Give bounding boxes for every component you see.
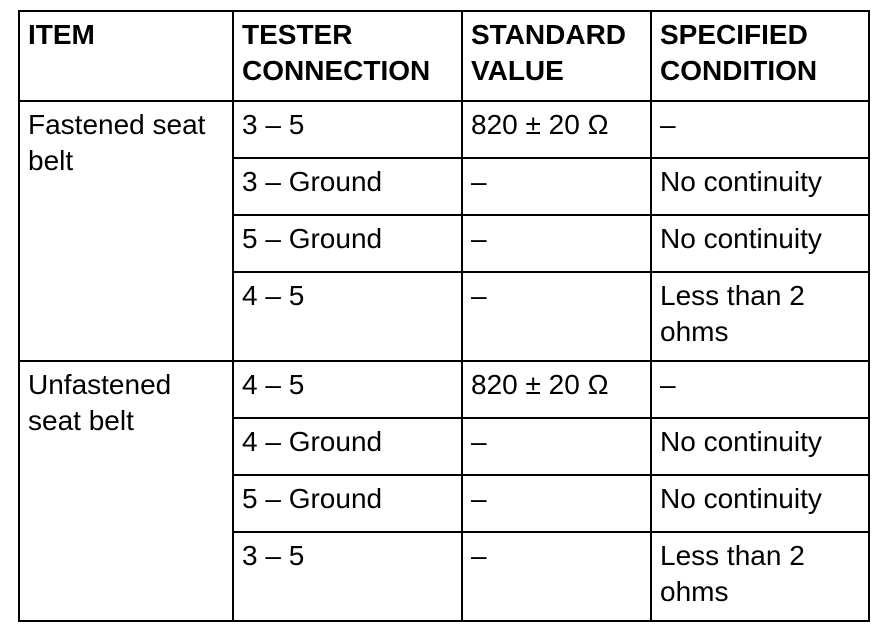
- specified-condition-cell: Less than 2 ohms: [651, 272, 869, 361]
- standard-value-cell: 820 ± 20 Ω: [462, 101, 651, 158]
- seat-belt-switch-spec-table: [18, 10, 870, 622]
- standard-value-cell: –: [462, 272, 651, 361]
- header-specified-condition: SPECIFIED CONDITION: [651, 11, 869, 101]
- specified-condition-cell: –: [651, 101, 869, 158]
- standard-value-cell: 820 ± 20 Ω: [462, 361, 651, 418]
- standard-value-cell: –: [462, 418, 651, 475]
- tester-connection-cell: 4 – 5: [233, 361, 462, 418]
- tester-connection-cell: 3 – Ground: [233, 158, 462, 215]
- tester-connection-cell: 3 – 5: [233, 101, 462, 158]
- table-row: [19, 101, 869, 158]
- specified-condition-cell: No continuity: [651, 158, 869, 215]
- header-tester-connection: TESTER CONNECTION: [233, 11, 462, 101]
- specified-condition-cell: No continuity: [651, 475, 869, 532]
- standard-value-cell: –: [462, 158, 651, 215]
- header-item: ITEM: [19, 11, 233, 101]
- specified-condition-cell: Less than 2 ohms: [651, 532, 869, 621]
- item-cell: Fastened seat belt: [19, 101, 233, 361]
- table-row: [19, 361, 869, 418]
- specified-condition-cell: –: [651, 361, 869, 418]
- header-standard-value: STANDARD VALUE: [462, 11, 651, 101]
- tester-connection-cell: 5 – Ground: [233, 215, 462, 272]
- specified-condition-cell: No continuity: [651, 215, 869, 272]
- tester-connection-cell: 5 – Ground: [233, 475, 462, 532]
- standard-value-cell: –: [462, 215, 651, 272]
- item-cell: Unfastened seat belt: [19, 361, 233, 621]
- specified-condition-cell: No continuity: [651, 418, 869, 475]
- standard-value-cell: –: [462, 532, 651, 621]
- header-row: [19, 11, 869, 101]
- standard-value-cell: –: [462, 475, 651, 532]
- tester-connection-cell: 4 – 5: [233, 272, 462, 361]
- tester-connection-cell: 4 – Ground: [233, 418, 462, 475]
- tester-connection-cell: 3 – 5: [233, 532, 462, 621]
